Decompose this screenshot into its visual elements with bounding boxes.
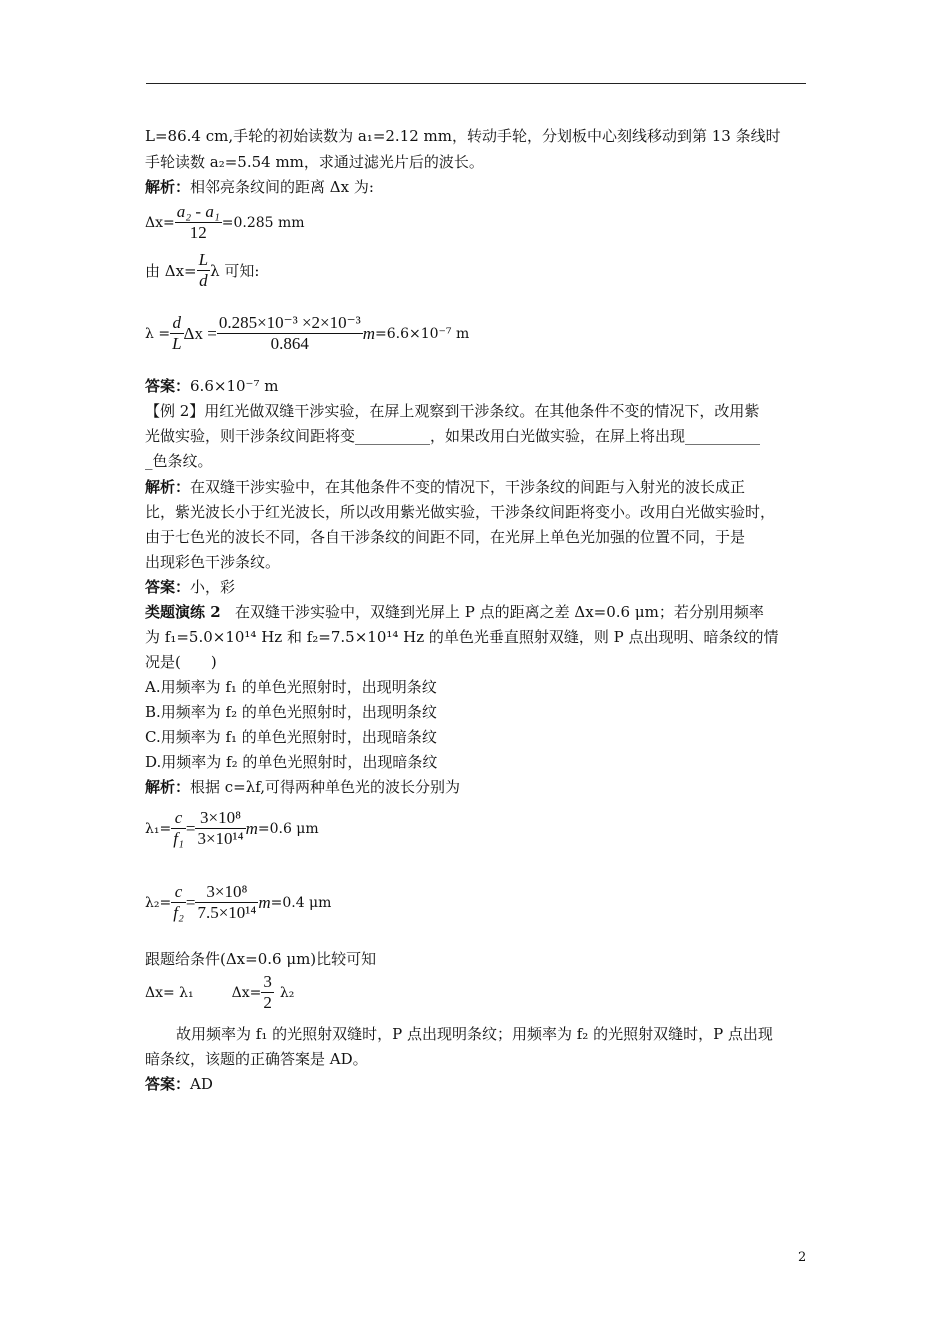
answer-label: 答案： — [145, 578, 191, 596]
text-line: 故用频率为 f₁ 的光照射双缝时，P 点出现明条纹；用频率为 f₂ 的光照射双缝时，P 点出现 — [176, 1025, 773, 1043]
denominator: d — [199, 271, 208, 290]
denominator: f₂ — [173, 903, 184, 922]
analysis-text: 根据 c=λf,可得两种单色光的波长分别为 — [190, 778, 461, 796]
fraction — [175, 202, 222, 243]
formula-text: m — [362, 323, 375, 343]
option-d: D.用频率为 f₂ 的单色光照射时，出现暗条纹 — [145, 753, 438, 771]
numerator: 3×10⁸ — [195, 882, 258, 903]
formula-text: m — [258, 892, 271, 912]
text-line: 由于七色光的波长不同，各自干涉条纹的间距不同，在光屏上单色光加强的位置不同，于是 — [145, 528, 746, 546]
formula-text: λ 可知: — [210, 262, 260, 280]
formula-lambda-1 — [145, 808, 319, 849]
text-line: _色条纹。 — [145, 452, 213, 470]
answer-text: 小，彩 — [190, 578, 236, 596]
denominator: 3×10¹⁴ — [197, 829, 244, 848]
numerator: c — [171, 808, 186, 829]
analysis-label: 解析： — [145, 478, 191, 496]
formula-text: =0.6 μm — [257, 820, 319, 837]
text-line: 跟题给条件(Δx=0.6 μm)比较可知 — [145, 950, 377, 968]
text-line: L=86.4 cm,手轮的初始读数为 a₁=2.12 mm，转动手轮，分划板中心刻线移动到第 13 条线时 — [145, 127, 781, 145]
analysis-line — [145, 476, 745, 498]
formula-text: Δx = — [183, 323, 217, 343]
denominator: 2 — [263, 993, 272, 1012]
fraction — [170, 313, 183, 354]
formula-text: m — [245, 818, 258, 838]
formula-text: =0.285 mm — [221, 214, 305, 231]
numerator: 3×10⁸ — [195, 808, 245, 829]
fraction — [195, 882, 258, 923]
fraction — [171, 808, 186, 849]
answer-line — [145, 576, 235, 598]
formula-relation — [145, 250, 259, 291]
denominator: 0.864 — [270, 334, 309, 353]
analysis-line — [145, 176, 374, 198]
analysis-line — [145, 776, 460, 798]
text-line: 比，紫光波长小于红光波长，所以改用紫光做实验，干涉条纹间距将变小。改用白光做实验时， — [145, 503, 776, 521]
answer-line — [145, 1073, 213, 1095]
formula-text: Δx= — [231, 984, 262, 1001]
fraction — [217, 313, 363, 354]
numerator: d — [170, 313, 183, 334]
exercise-label: 类题演练 2 — [145, 603, 221, 621]
fraction — [171, 882, 186, 923]
numerator: c — [171, 882, 186, 903]
numerator: L — [198, 250, 209, 269]
text-line: 为 f₁=5.0×10¹⁴ Hz 和 f₂=7.5×10¹⁴ Hz 的单色光垂直照射双缝，则 P 点出现明、暗条纹的情 — [145, 628, 779, 646]
option-a: A.用频率为 f₁ 的单色光照射时，出现明条纹 — [145, 678, 437, 696]
page-number: 2 — [798, 1250, 807, 1265]
formula-text: λ₂ — [279, 984, 295, 1001]
formula-text: = — [185, 892, 196, 912]
denominator: 12 — [189, 223, 207, 242]
formula-delta-x — [145, 202, 305, 243]
formula-text: λ₂= — [145, 894, 172, 911]
option-c: C.用频率为 f₁ 的单色光照射时，出现暗条纹 — [145, 728, 437, 746]
answer-text: 6.6×10⁻⁷ m — [190, 377, 279, 395]
formula-wavelength — [145, 313, 469, 354]
answer-line — [145, 375, 278, 397]
formula-text: 由 Δx= — [145, 262, 197, 280]
header-rule — [146, 83, 806, 84]
fraction — [197, 250, 210, 291]
fraction — [261, 972, 274, 1013]
answer-label: 答案： — [145, 377, 191, 395]
analysis-label: 解析： — [145, 178, 191, 196]
answer-label: 答案： — [145, 1075, 191, 1093]
numerator: 3 — [263, 972, 272, 991]
analysis-text: 在双缝干涉实验中，在其他条件不变的情况下，干涉条纹的间距与入射光的波长成正 — [190, 478, 746, 496]
numerator: a₂ - a₁ — [176, 202, 220, 221]
option-b: B.用频率为 f₂ 的单色光照射时，出现明条纹 — [145, 703, 437, 721]
answer-text: AD — [190, 1075, 213, 1093]
analysis-text: 相邻亮条纹间的距离 Δx 为: — [190, 178, 374, 196]
text-line: 暗条纹，该题的正确答案是 AD。 — [145, 1050, 368, 1068]
formula-text: =0.4 μm — [270, 894, 332, 911]
fraction — [195, 808, 245, 849]
text-line: 【例 2】用红光做双缝干涉实验，在屏上观察到干涉条纹。在其他条件不变的情况下，改用紫 — [145, 402, 760, 420]
formula-text: λ = — [145, 325, 171, 342]
exercise-text: 在双缝干涉实验中，双缝到光屏上 P 点的距离之差 Δx=0.6 μm；若分别用频率 — [234, 603, 764, 621]
denominator: L — [172, 334, 182, 353]
text-line: 出现彩色干涉条纹。 — [145, 553, 281, 571]
denominator: 7.5×10¹⁴ — [197, 903, 257, 922]
formula-text: Δx= — [145, 214, 175, 231]
text-line: 手轮读数 a₂=5.54 mm，求通过滤光片后的波长。 — [145, 153, 484, 171]
formula-text: Δx= λ₁ — [145, 984, 194, 1001]
numerator: 0.285×10⁻³ ×2×10⁻³ — [218, 313, 361, 332]
exercise-line — [145, 601, 764, 623]
formula-compare — [145, 972, 294, 1013]
formula-text: λ₁= — [145, 820, 172, 837]
formula-text: = — [185, 818, 196, 838]
formula-lambda-2 — [145, 882, 331, 923]
analysis-label: 解析： — [145, 778, 191, 796]
text-line: 光做实验，则干涉条纹间距将变__________，如果改用白光做实验，在屏上将出现__________ — [145, 427, 761, 445]
text-line: 况是( ) — [145, 653, 217, 671]
formula-text: =6.6×10⁻⁷ m — [375, 325, 470, 342]
denominator: f₁ — [173, 829, 184, 848]
